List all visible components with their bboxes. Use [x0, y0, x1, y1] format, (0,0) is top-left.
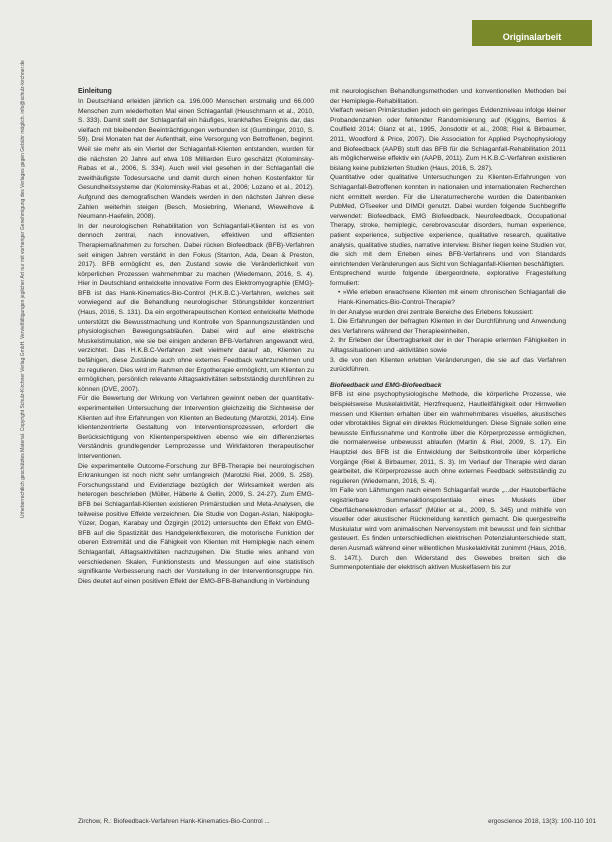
- paragraph: In der neurologischen Rehabilitation von Schlaganfall-Klienten ist es von dennoch zentral, nach innovativen, effektiven und effizienten Therapiemaßnahmen zu forschen. Dabei rücken Biofeedback (BFB)-Verfahren seit einigen Jahren verstärkt in den Fokus (Stanton, Ada, Dean & Preston, 2017). BFB ermöglicht es, den Zustand sowie die Veränderlichkeit von körperlichen Prozessen wahrnehmbar zu machen (Wiedemann, 2016, S. 4). Hier in Deutschland entwickelte innovative Form des Elektromyographie (EMG)-BFB ist das Hank-Kinematics-Bio-Control (H.K.B.C.)-Verfahren, welches seit vorwiegend auf die Behandlung neurologischer Störungsbilder konzentriert (Haus, 2016, S. 131). Da ein ergotherapeutischen Kontext entwickelte Methode unterstützt die Bewusstmachung und Kontrolle von Spannungszuständen und physiologischen Bewegungsabläufen. Dabei wird auf eine elektrische Muskelstimulation, wie sie bei einigen anderen BFB-Verfahren angewandt wird, verzichtet. Das H.K.B.C-Verfahren zielt vielmehr darauf ab, Klienten zu befähigen, diese Zustände auch ohne externes Feedback wahrzunehmen und zu regulieren. Dies wird im Rahmen der Ergotherapie ermöglicht, um Klienten zu ermöglichen, persönlich relevante Alltagsaktivitäten selbstständig durchführen zu können (DVE, 2007).: [78, 222, 314, 393]
- paragraph: In der Analyse wurden drei zentrale Bereiche des Erlebens fokussiert:: [330, 308, 534, 316]
- section-label: Originalarbeit: [502, 32, 562, 42]
- paragraph: Entsprechend wurde folgende übergeordnete, explorative Fragestellung formuliert:: [330, 270, 566, 287]
- numbered-item: 3. die von den Klienten erlebten Veränderungen, die sie auf das Verfahren zurückführen.: [330, 356, 566, 374]
- paragraph: Vielfach weisen Primärstudien jedoch ein geringes Evidenzniveau infolge kleiner Probandenzahlen oder fehlender Randomisierung auf (Kiggins, Berrios & Coulfield 2014; Glanz et al., 1995, Jonsdottir et al., 2008; Riel & Birbaumer, 2011, Woodford & Price, 2007). Die Association for Applied Psychophysiology and Biofeedback (AAPB) stuft das BFB für die Schlaganfall-Rehabilitation 2011 als möglicherweise effektiv ein (AAPB, 2011). Zum H.K.B.C-Verfahren existieren bislang keine publizierten Studien (Haus, 2016, S. 287).: [330, 107, 566, 172]
- numbered-item: 1. Die Erfahrungen der befragten Klienten in der Durchführung und Anwendung des Verfahrens während der Therapieeinheiten,: [330, 318, 566, 335]
- paragraph: Im Falle von Lähmungen nach einem Schlaganfall wurde „...der Hautoberfläche registrierbare Summenaktionspotentiale eines Muskels über Oberflächenelektroden erfasst" (Müller et al., 2009, S. 345) und mithilfe von visueller oder akustischer Rückmeldung kenntlich gemacht. Die quergestreifte Muskulatur wird vom animalischen Nervensystem mit bewusst und fein sichtbar gesteuert. Es finden unterschiedlichen elektrischen Potenzialunterschiede statt, deren Ausmaß während einer willentlichen Muskelaktivität zunimmt (Haus, 2016, S. 147f.). Durch den Widerstand des Gewebes breiten sich die Summenpotentiale der elektrisch aktiven Muskelfasern bis zur: [330, 487, 566, 572]
- paragraph: Für die Bewertung der Wirkung von Verfahren gewinnt neben der quantitativ-experimentellen Untersuchung der Intervention gleichzeitig die Sichtweise der Klienten auf ihre Erfahrungen von Klienten an Bedeutung (Marotzki, 2014). Eine klientenzentrierte Gestaltung von Interventionsprozessen, erfordert die Berücksichtigung von Klientenperspektiven ebenso wie ein differenziertes Verständnis grundlegender Lernprozesse und Wirkfaktoren therapeutischer Interventionen.: [78, 395, 314, 460]
- left-column: [78, 87, 314, 747]
- paragraph: mit neurologischen Behandlungsmethoden und konventionellen Methoden bei der Hemiplegie-Rehabilitation.: [330, 88, 566, 105]
- paragraph: Quantitative oder qualitative Untersuchungen zu Klienten-Erfahrungen von Schlaganfall-Betroffenen konnten in nationalen und internationalen Recherchen nicht ermittelt werden. Für die Literaturrecherche wurden die Datenbanken PubMed, OTseeker und DIMDI genutzt. Dabei wurden folgende Suchbegriffe verwendet: Biofeedback, EMG Biofeedback, Neurofeedback, Occupational Therapy, stroke, hemiplegic, cerebrovascular disorders, human experience, patient experience, subjective experience, qualitative research, qualitative analysis, qualitative studies, narrative interview. Bisher liegen keine Studien vor, die sich mit dem Erleben eines BFB-Verfahrens und von Standards einrichtenden Veränderungen aus Sicht von Schlaganfall-Klienten beschäftigten.: [330, 174, 566, 268]
- right-column: [330, 87, 566, 747]
- copyright-sidenote: Urheberrechtlich geschütztes Material. Copyright Schulz-Kirchner Verlag GmbH. Vervielfältigungen jeglicher Art nur mit vorheriger Genehmigung des Verlages gegen Gebühr möglich. info@schulz-kirchner.de: [20, 60, 26, 518]
- paragraph: Die experimentelle Outcome-Forschung zur BFB-Therapie bei neurologischen Erkrankungen ist noch nicht sehr umfangreich (Marotzki Riel, 2009, S. 258). Forschungsstand und Evidenzlage bezüglich der Wirksamkeit werden als heterogen beschrieben (Müller, Häberle & Gellin, 2009, S. 24-27). Zum EMG-BFB bei Schlaganfall-Klienten existieren Primärstudien und Meta-Analysen, die teilweise positive Effekte verzeichnen. Die Studie von Dogan-Aslan, Nakipoglu-Yüzer, Dogan, Karabay und Özgirgin (2012) untersuchte den Effekt von EMG-BFB auf die Spastizität des Handgelenkflexoren, die motorische Funktion der oberen Extremität und die Fähigkeit von Klienten mit Hemiplegie nach einem Schlaganfall, Alltagsaktivitäten nachzugehen. Die Studie wies anhand von verschiedenen Skalen, Funktionstests und Messungen auf eine statistisch signifikante Verbesserung nach der Vorstellung in der Interventionsgruppe hin. Dies deutet auf einen positiven Effekt der EMG-BFB-Behandlung in Verbindung: [78, 462, 314, 585]
- research-question: • »Wie erleben erwachsene Klienten mit einem chronischen Schlaganfall die Hank-Kinematics-Bio-Control-Therapie?: [338, 288, 566, 307]
- paragraph: In Deutschland erleiden jährlich ca. 196.000 Menschen erstmalig und 66.000 Menschen zum wiederholten Mal einen Schlaganfall (Heuschmann et al., 2010, S. 333). Damit stellt der Schlaganfall ein häufiges, krankhaftes Ereignis dar, das vielfach mit bleibenden Beeinträchtigungen verbunden ist (Gumbinger, 2010, S. 59). Drei Monaten hat der Aufenthalt, eine Versorgung von Betroffenen, beginnt. Weil sie mehr als ein Viertel der Schlaganfall-Klienten entstanden, wurden für die nächsten 20 Jahre auf etwa 108 Milliarden Euro geschätzt (Kolominsky-Rabas et al., 2006, S. 334). Auch weil viel gesehen in der Schlaganfall die zweithäufigste Todesursache und damit durch einen hohen Kostenfaktor für Gesundheitssysteme dar (Kolominsky-Rabas et al., 2006; Lozano et al., 2012). Aufgrund des demografischen Wandels werden in den nächsten Jahren diese Zahlen weiterhin steigen (Besch, Mosiebring, Wienand, Wiewelhove & Neumann-Haefelin, 2008).: [78, 98, 314, 221]
- section-label-banner: [472, 20, 592, 46]
- paragraph: BFB ist eine psychophysiologische Methode, die körperliche Prozesse, wie beispielsweise Muskelaktivität, Herzfrequenz, Hautleitfähigkeit oder Hirnwellen messen und Klienten erhalten über ein wahrnehmbares visuelles, akustisches oder vibrotaktiles Signal ein direktes Rückmeldungen. Diese Signale sollen eine bewusste Einflussnahme und Kontrolle über die Körperprozesse ermöglichen, die normalerweise unbewusst ablaufen (Martin & Riel, 2009, S. 17). Ein Hauptziel des BFB ist die Entwicklung der Selbstkontrolle über körperliche Vorgänge (Riel & Birbaumer, 2011, S. 3). Im Verlauf der Therapie wird daran gearbeitet, die Körperprozesse auch ohne externes Feedback selbstständig zu regulieren (Wiedemann, 2016, S. 4).: [330, 391, 566, 485]
- page-footer: [78, 818, 596, 828]
- section-heading-einleitung: Einleitung: [78, 88, 112, 95]
- research-question-list: [330, 288, 566, 307]
- footer-journal-info: ergoscience 2018, 13(3): 100-110 101: [488, 818, 596, 825]
- subheading-biofeedback: Biofeedback und EMG-Biofeedback: [330, 381, 442, 389]
- footer-citation: Zirchow, R.: Biofeedback-Verfahren Hank-Kinematics-Bio-Control ...: [78, 818, 270, 825]
- numbered-item: 2. Ihr Erleben der Übertragbarkeit der in der Therapie erlernten Fähigkeiten in Alltagssituationen und -aktivitäten sowie: [330, 337, 566, 355]
